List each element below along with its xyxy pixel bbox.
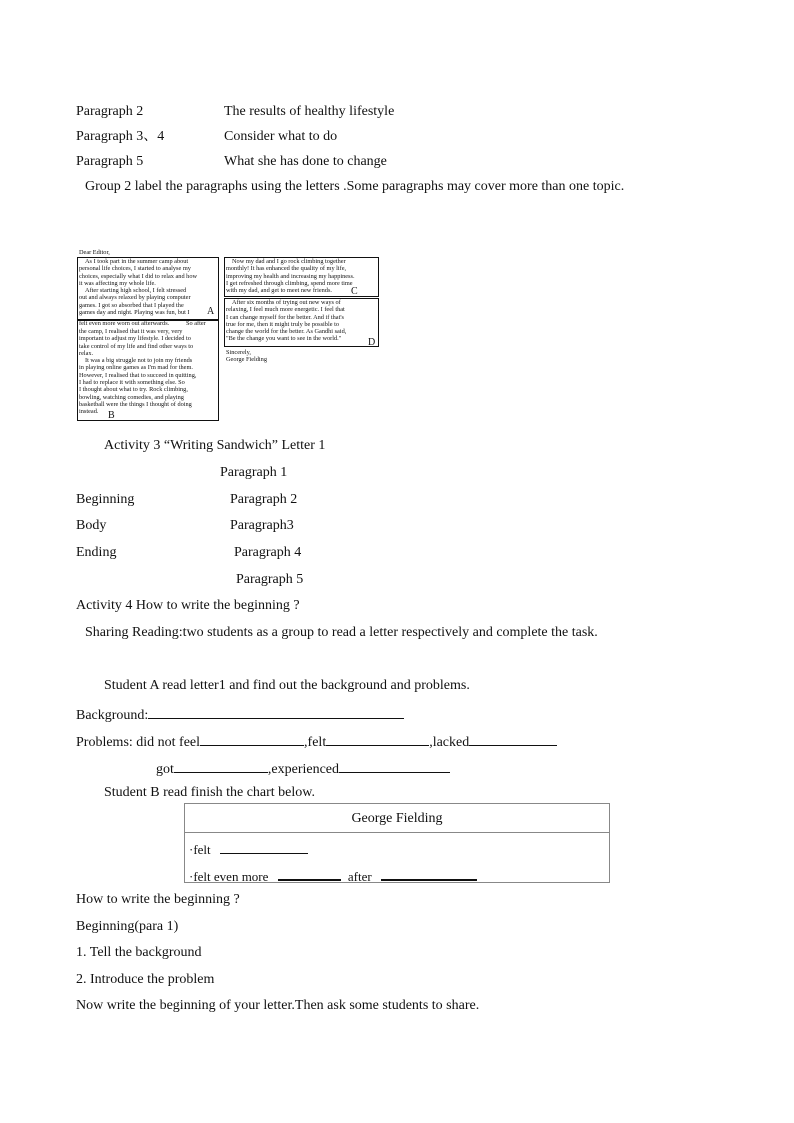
background-line [76, 704, 404, 725]
sandwich-paragraph-2: Paragraph 2 [230, 492, 298, 507]
letter-tag-c: C [351, 286, 358, 297]
chart-felt-blank[interactable] [220, 839, 308, 854]
chart-after-blank[interactable] [381, 865, 477, 881]
letter-box-b-text: the camp, I realised that it was very, very important to adjust my lifestyle. I decided to take control of my life and find other ways to relax. It was a big struggle not to join my friends in playing online games as I'm mad for them. However, I realised that to succeed in quitting, I had to replace it with something else. So I thought about what to try. Rock climbing, bowling, watching comedies, and playing basketball were the things I thought of doing instead. [79, 328, 197, 416]
letter-tag-d: D [368, 337, 376, 348]
chart-felt-even-more-blank[interactable] [278, 865, 341, 881]
chart-header: George Fielding [185, 804, 609, 833]
background-label: Background: [76, 708, 149, 723]
write-beginning-task: Now write the beginning of your letter.Then ask some students to share. [76, 998, 480, 1013]
activity4-title: Activity 4 How to write the beginning ? [76, 598, 300, 613]
background-blank[interactable] [148, 704, 404, 719]
student-a-task: Student A read letter1 and find out the background and problems. [104, 678, 470, 693]
activity3-title: Activity 3 “Writing Sandwich” Letter 1 [104, 438, 326, 453]
sharing-reading: Sharing Reading:two students as a group to read a letter respectively and complete the task. [85, 625, 598, 640]
lacked-blank[interactable] [469, 731, 557, 746]
student-b-task: Student B read finish the chart below. [104, 785, 315, 800]
beginning-para1-label: Beginning(para 1) [76, 919, 179, 934]
step-tell-background: 1. Tell the background [76, 945, 202, 960]
sandwich-paragraph-1: Paragraph 1 [220, 465, 288, 480]
letter-tag-b: B [108, 410, 115, 421]
sandwich-beginning: Beginning [76, 492, 135, 507]
group2-instruction: Group 2 label the paragraphs using the letters .Some paragraphs may cover more than one topic. [85, 179, 625, 194]
sandwich-paragraph-3: Paragraph3 [230, 518, 294, 533]
chart-after-label: after [347, 869, 372, 884]
got-line [156, 758, 450, 779]
para5-label: Paragraph 5 [76, 154, 144, 169]
step-introduce-problem: 2. Introduce the problem [76, 972, 215, 987]
sandwich-paragraph-4: Paragraph 4 [234, 545, 302, 560]
problems-label: Problems: did not feel [76, 735, 201, 750]
chart-felt-label: ·felt [189, 842, 211, 857]
letter-box-c-text: Now my dad and I go rock climbing together monthly! It has enhanced the quality of my life, improving my health and increasing my happiness. I get refreshed through climbing, spend more time with my dad, and get to meet new friends. [226, 258, 355, 295]
chart-felt-even-more-label: ·felt even more [189, 869, 269, 884]
letter-box-d-text: After six months of trying out new ways of relaxing, I feel much more energetic. I feel that I can change myself for the better. And if that's true for me, then it might truly be possible to change the world for the better. As Gandhi said, "Be the change you want to see in the world." [226, 299, 347, 343]
experienced-label: ,experienced [267, 762, 340, 777]
experienced-blank[interactable] [339, 758, 450, 773]
lacked-label: ,lacked [429, 735, 470, 750]
got-blank[interactable] [174, 758, 268, 773]
sandwich-body: Body [76, 518, 107, 533]
did-not-feel-blank[interactable] [200, 731, 304, 746]
letter-closing: Sincerely, [226, 349, 251, 356]
para2-label: Paragraph 2 [76, 104, 144, 119]
letter-box-a-last: felt even more worn out afterwards. [79, 320, 170, 327]
chart-row-felt-even-more [189, 865, 477, 885]
letter-greeting: Dear Editor, [79, 249, 110, 256]
letter-box-b-first: So after [186, 320, 206, 327]
letter-box-a-text: As I took part in the summer camp about personal life choices, I started to analyse my choices, especially what I did to relax and how it was affecting my whole life. After starting high school, I felt stressed out and always relaxed by playing computer games. I got so absorbed that I played the games day and night. Playing was fun, but I [79, 258, 198, 317]
letter-signature: George Fielding [226, 356, 267, 363]
letter-tag-a: A [207, 306, 215, 317]
para5-topic: What she has done to change [224, 154, 387, 169]
felt-blank[interactable] [326, 731, 429, 746]
sandwich-ending: Ending [76, 545, 117, 560]
chart-row-felt [189, 839, 308, 858]
problems-line [76, 731, 557, 752]
felt-label: ,felt [304, 735, 327, 750]
george-fielding-chart [184, 803, 610, 883]
got-label: got [156, 762, 174, 777]
para34-label: Paragraph 3、4 [76, 129, 165, 144]
sandwich-paragraph-5: Paragraph 5 [236, 572, 304, 587]
para34-topic: Consider what to do [224, 129, 338, 144]
how-to-write-question: How to write the beginning ? [76, 892, 240, 907]
para2-topic: The results of healthy lifestyle [224, 104, 395, 119]
